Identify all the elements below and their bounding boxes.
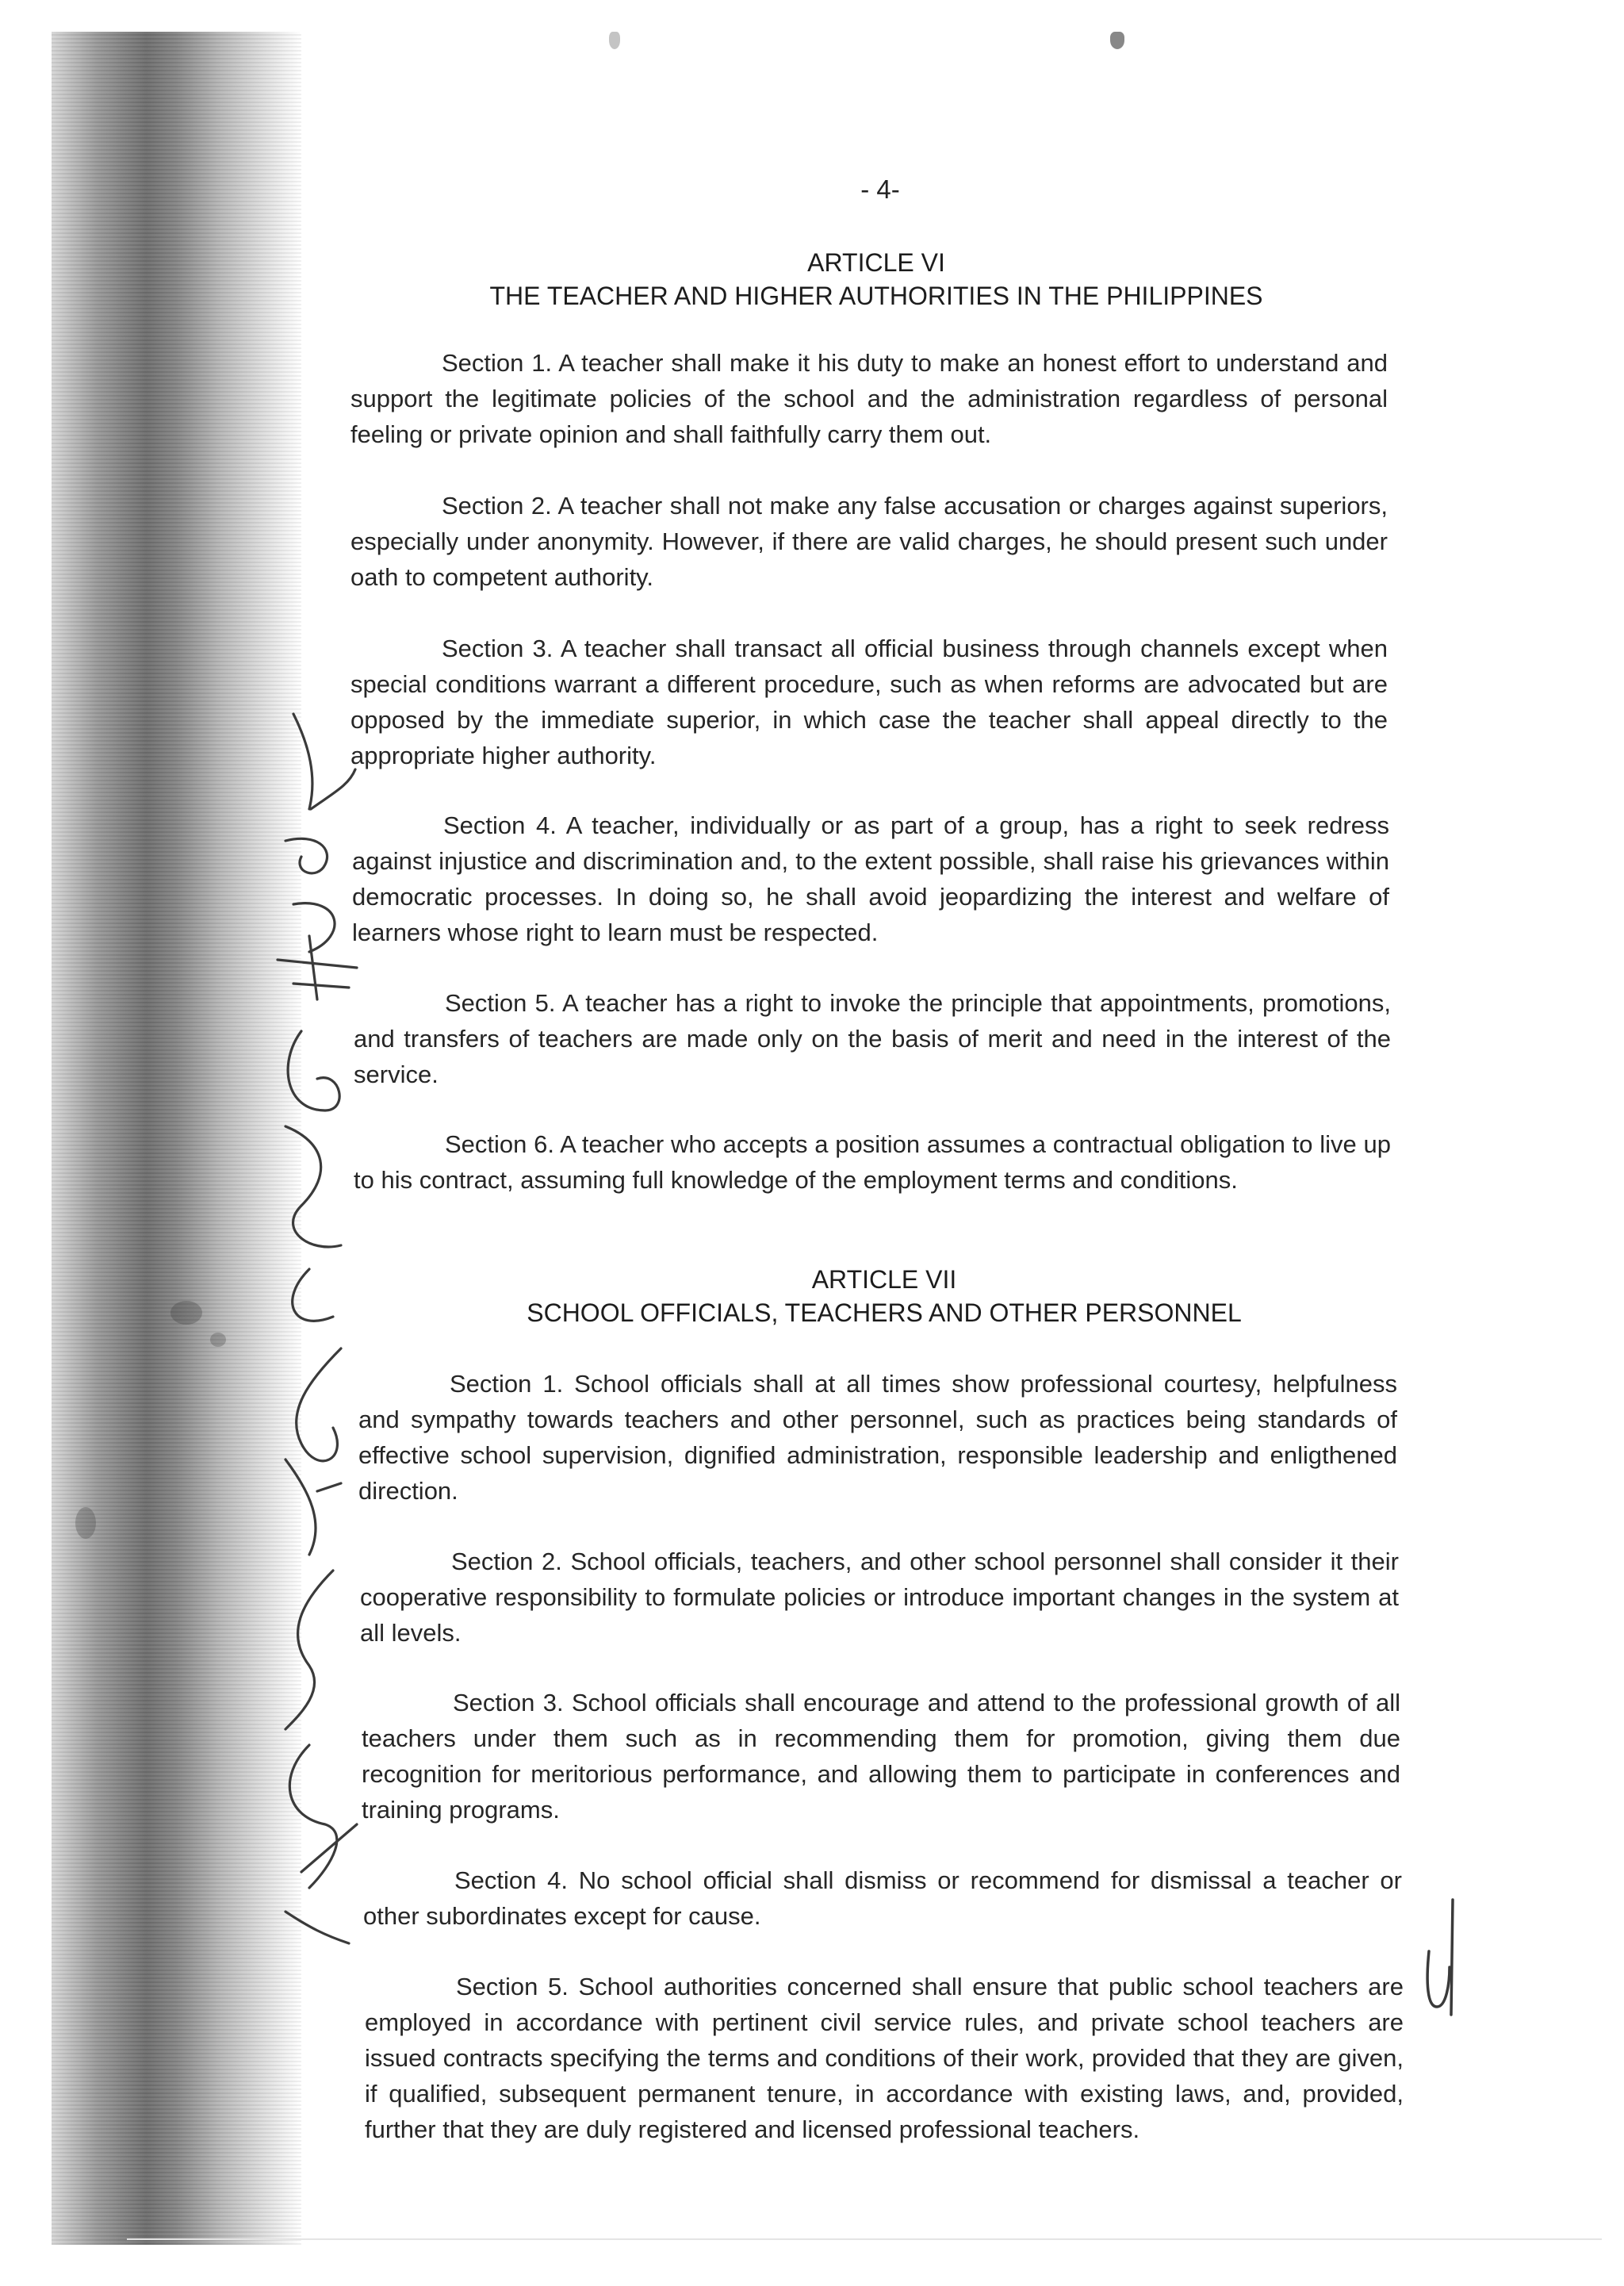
section-paragraph: Section 3. A teacher shall transact all official business through channels except when special conditions warrant a different procedure, such as when reforms are advocated but are opposed by the immediate superior, in which case the teacher shall appeal directly to the appropriate higher authority. bbox=[350, 635, 1388, 769]
signature-stroke bbox=[293, 1269, 333, 1321]
signature-stroke bbox=[285, 838, 335, 952]
section-paragraph: Section 2. School officials, teachers, and other school personnel shall consider it their cooperative responsibility to formulate policies or introduce important changes in the system at all levels. bbox=[360, 1548, 1399, 1647]
section-paragraph: Section 1. School officials shall at all times show professional courtesy, helpfulness and sympathy towards teachers and other personnel, such as practices being standards of effective school supervision, dignified administration, responsible leadership and enligthened direction. bbox=[358, 1370, 1397, 1505]
signature-stroke bbox=[285, 1126, 341, 1247]
initial-stroke bbox=[1427, 1951, 1450, 2007]
section-paragraph: Section 6. A teacher who accepts a position assumes a contractual obligation to live up to his contract, assuming full knowledge of the employment terms and conditions. bbox=[354, 1130, 1391, 1194]
section-paragraph: Section 3. School officials shall encourage and attend to the professional growth of all teachers under them such as in recommending them for promotion, giving them due recognition for meritorious performance, and allowing them to participate in conferences and training programs. bbox=[362, 1689, 1400, 1824]
signature-stroke bbox=[288, 1031, 339, 1110]
section-paragraph: Section 4. A teacher, individually or as part of a group, has a right to seek redress against injustice and discrimination and, to the extent possible, shall raise his grievances within democratic processes. In doing so, he shall avoid jeopardizing the interest and welfare of learners whose right to learn must be respected. bbox=[352, 811, 1389, 946]
section-paragraph: Section 2. A teacher shall not make any false accusation or charges against superiors, especially under anonymity. However, if there are valid charges, he should present such under oath to competent authority. bbox=[350, 492, 1388, 591]
article-number: ARTICLE VII bbox=[811, 1265, 957, 1294]
signature-stroke bbox=[278, 936, 357, 999]
page-edge-line bbox=[127, 2238, 1602, 2240]
signature-stroke bbox=[285, 1571, 333, 1729]
article-heading bbox=[357, 1263, 1411, 1329]
signature-stroke bbox=[289, 1745, 357, 1888]
section-paragraph: Section 5. A teacher has a right to invoke the principle that appointments, promotions, and transfers of teachers are made only on the basis of merit and need in the interest of the service. bbox=[354, 989, 1391, 1088]
article-title: SCHOOL OFFICIALS, TEACHERS AND OTHER PERSONNEL bbox=[527, 1298, 1242, 1327]
article-heading bbox=[349, 246, 1404, 313]
page-number: - 4- bbox=[860, 175, 900, 204]
margin-signatures bbox=[262, 698, 389, 1951]
signature-stroke bbox=[293, 714, 355, 809]
signature-stroke bbox=[297, 1348, 341, 1461]
scan-artifact bbox=[609, 32, 620, 49]
initial-stroke bbox=[1451, 1900, 1453, 2015]
margin-initial bbox=[1419, 1896, 1467, 2023]
article-title: THE TEACHER AND HIGHER AUTHORITIES IN THE PHILIPPINES bbox=[489, 282, 1263, 310]
signature-stroke bbox=[285, 1459, 341, 1555]
scan-artifact bbox=[1110, 32, 1124, 49]
section-paragraph: Section 5. School authorities concerned shall ensure that public school teachers are employed in accordance with pertinent civil service rules, and private school teachers are issued contracts specifying the terms and conditions of their work, provided that they are given, if qualified, subsequent permanent tenure, in accordance with existing laws, and, provided, further that they are duly registered and licensed professional teachers. bbox=[365, 1973, 1404, 2143]
article-number: ARTICLE VI bbox=[807, 248, 945, 277]
scan-speck bbox=[170, 1301, 202, 1325]
scan-speck bbox=[75, 1507, 96, 1539]
section-paragraph: Section 1. A teacher shall make it his duty to make an honest effort to understand and support the legitimate policies of the school and the administration regardless of personal feeling or private opinion and shall faithfully carry them out. bbox=[350, 349, 1388, 448]
section-paragraph: Section 4. No school official shall dismiss or recommend for dismissal a teacher or other subordinates except for cause. bbox=[363, 1866, 1402, 1930]
scan-speck bbox=[210, 1333, 226, 1347]
signature-stroke bbox=[285, 1912, 349, 1943]
